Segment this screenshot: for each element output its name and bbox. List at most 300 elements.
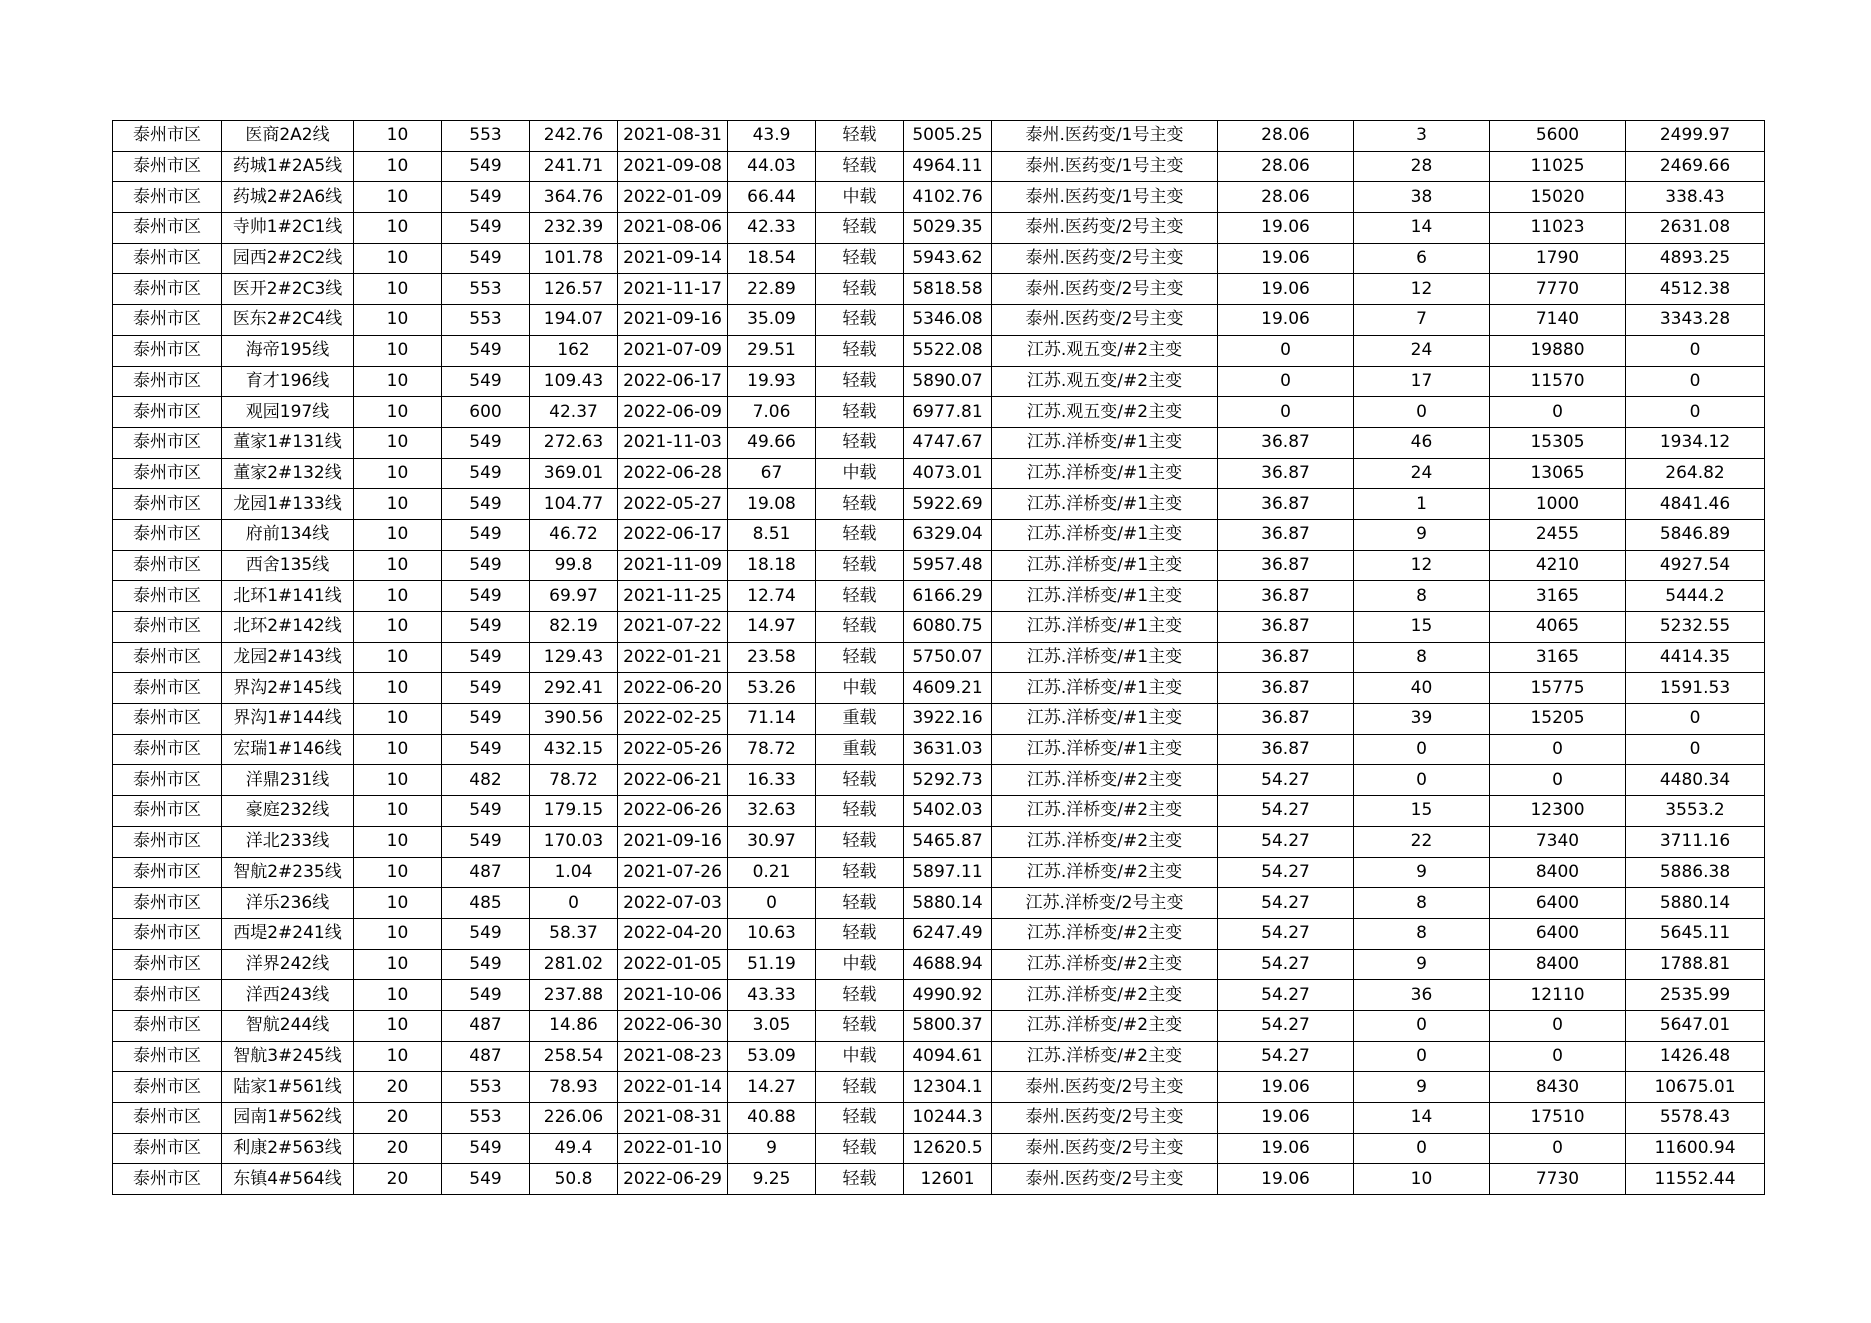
cell-max-current: 242.76 — [530, 121, 618, 152]
cell-max-date: 2021-11-25 — [618, 581, 728, 612]
cell-available-capacity: 6166.29 — [904, 581, 992, 612]
cell-district: 泰州市区 — [113, 734, 222, 765]
cell-voltage-level: 20 — [354, 1103, 442, 1134]
cell-line-name: 育才196线 — [222, 366, 354, 397]
cell-available-capacity: 12304.1 — [904, 1072, 992, 1103]
cell-load-status: 轻载 — [816, 1072, 904, 1103]
cell-planned-capacity: 7140 — [1490, 305, 1626, 336]
cell-rated-current: 549 — [442, 918, 530, 949]
cell-load-rate: 23.58 — [728, 642, 816, 673]
cell-max-date: 2022-07-03 — [618, 888, 728, 919]
cell-planned-capacity: 0 — [1490, 1133, 1626, 1164]
table-row — [113, 489, 1765, 520]
cell-max-date: 2021-09-08 — [618, 151, 728, 182]
cell-planned-capacity: 11023 — [1490, 213, 1626, 244]
cell-planned-users: 10 — [1354, 1164, 1490, 1195]
cell-max-current: 258.54 — [530, 1041, 618, 1072]
cell-voltage-level: 10 — [354, 397, 442, 428]
cell-available-capacity: 5897.11 — [904, 857, 992, 888]
cell-available-capacity: 4609.21 — [904, 673, 992, 704]
cell-max-current: 390.56 — [530, 704, 618, 735]
cell-load-status: 轻载 — [816, 1164, 904, 1195]
cell-substation-transformer: 江苏.洋桥变/#1主变 — [992, 673, 1218, 704]
cell-available-capacity: 5957.48 — [904, 550, 992, 581]
cell-substation-transformer: 泰州.医药变/2号主变 — [992, 1164, 1218, 1195]
cell-planned-capacity: 1000 — [1490, 489, 1626, 520]
cell-line-name: 观园197线 — [222, 397, 354, 428]
cell-transformer-load-rate: 36.87 — [1218, 704, 1354, 735]
cell-transformer-load-rate: 19.06 — [1218, 243, 1354, 274]
table-row — [113, 121, 1765, 152]
cell-line-name: 园西2#2C2线 — [222, 243, 354, 274]
cell-substation-transformer: 江苏.洋桥变/#2主变 — [992, 796, 1218, 827]
cell-max-current: 179.15 — [530, 796, 618, 827]
cell-substation-transformer: 江苏.洋桥变/#1主变 — [992, 550, 1218, 581]
cell-rated-current: 549 — [442, 458, 530, 489]
cell-line-name: 洋界242线 — [222, 949, 354, 980]
table-row — [113, 796, 1765, 827]
table-row — [113, 427, 1765, 458]
cell-load-rate: 32.63 — [728, 796, 816, 827]
cell-max-current: 364.76 — [530, 182, 618, 213]
cell-load-status: 轻载 — [816, 213, 904, 244]
cell-rated-current: 549 — [442, 581, 530, 612]
cell-planned-capacity: 0 — [1490, 397, 1626, 428]
cell-remaining-capacity: 5886.38 — [1626, 857, 1765, 888]
cell-max-current: 101.78 — [530, 243, 618, 274]
cell-substation-transformer: 泰州.医药变/2号主变 — [992, 1072, 1218, 1103]
cell-load-rate: 29.51 — [728, 335, 816, 366]
cell-load-status: 轻载 — [816, 612, 904, 643]
table-row — [113, 765, 1765, 796]
table-row — [113, 673, 1765, 704]
table-row — [113, 274, 1765, 305]
cell-rated-current: 600 — [442, 397, 530, 428]
cell-max-date: 2022-06-17 — [618, 366, 728, 397]
cell-remaining-capacity: 4893.25 — [1626, 243, 1765, 274]
cell-planned-users: 8 — [1354, 642, 1490, 673]
cell-max-date: 2022-04-20 — [618, 918, 728, 949]
cell-remaining-capacity: 1591.53 — [1626, 673, 1765, 704]
cell-planned-capacity: 1790 — [1490, 243, 1626, 274]
cell-load-rate: 44.03 — [728, 151, 816, 182]
cell-max-date: 2021-07-26 — [618, 857, 728, 888]
cell-line-name: 智航244线 — [222, 1010, 354, 1041]
cell-planned-capacity: 0 — [1490, 1010, 1626, 1041]
cell-voltage-level: 10 — [354, 857, 442, 888]
cell-max-date: 2021-08-31 — [618, 121, 728, 152]
cell-line-name: 海帝195线 — [222, 335, 354, 366]
table-row — [113, 366, 1765, 397]
cell-transformer-load-rate: 0 — [1218, 366, 1354, 397]
cell-transformer-load-rate: 19.06 — [1218, 305, 1354, 336]
cell-planned-capacity: 11025 — [1490, 151, 1626, 182]
cell-load-rate: 66.44 — [728, 182, 816, 213]
cell-planned-capacity: 6400 — [1490, 888, 1626, 919]
cell-transformer-load-rate: 36.87 — [1218, 612, 1354, 643]
cell-rated-current: 549 — [442, 1133, 530, 1164]
cell-load-status: 轻载 — [816, 918, 904, 949]
cell-planned-capacity: 13065 — [1490, 458, 1626, 489]
cell-transformer-load-rate: 36.87 — [1218, 458, 1354, 489]
table-row — [113, 980, 1765, 1011]
cell-planned-capacity: 8430 — [1490, 1072, 1626, 1103]
cell-load-rate: 12.74 — [728, 581, 816, 612]
cell-district: 泰州市区 — [113, 673, 222, 704]
cell-line-name: 医东2#2C4线 — [222, 305, 354, 336]
cell-district: 泰州市区 — [113, 980, 222, 1011]
cell-max-current: 369.01 — [530, 458, 618, 489]
cell-transformer-load-rate: 19.06 — [1218, 213, 1354, 244]
cell-planned-users: 0 — [1354, 765, 1490, 796]
cell-available-capacity: 5890.07 — [904, 366, 992, 397]
cell-available-capacity: 5818.58 — [904, 274, 992, 305]
cell-transformer-load-rate: 36.87 — [1218, 519, 1354, 550]
cell-rated-current: 553 — [442, 1103, 530, 1134]
cell-remaining-capacity: 11600.94 — [1626, 1133, 1765, 1164]
cell-max-date: 2022-05-27 — [618, 489, 728, 520]
table-row — [113, 305, 1765, 336]
table-row — [113, 243, 1765, 274]
cell-rated-current: 549 — [442, 734, 530, 765]
table-row — [113, 704, 1765, 735]
cell-substation-transformer: 江苏.洋桥变/#1主变 — [992, 458, 1218, 489]
cell-available-capacity: 4094.61 — [904, 1041, 992, 1072]
cell-district: 泰州市区 — [113, 642, 222, 673]
cell-district: 泰州市区 — [113, 519, 222, 550]
cell-planned-capacity: 8400 — [1490, 949, 1626, 980]
cell-substation-transformer: 江苏.洋桥变/#2主变 — [992, 980, 1218, 1011]
cell-remaining-capacity: 1934.12 — [1626, 427, 1765, 458]
cell-load-status: 轻载 — [816, 397, 904, 428]
cell-transformer-load-rate: 54.27 — [1218, 796, 1354, 827]
cell-load-rate: 53.26 — [728, 673, 816, 704]
cell-district: 泰州市区 — [113, 489, 222, 520]
cell-planned-capacity: 15775 — [1490, 673, 1626, 704]
cell-available-capacity: 6977.81 — [904, 397, 992, 428]
cell-max-date: 2021-11-03 — [618, 427, 728, 458]
cell-rated-current: 549 — [442, 427, 530, 458]
cell-max-date: 2021-09-16 — [618, 305, 728, 336]
cell-load-rate: 35.09 — [728, 305, 816, 336]
cell-rated-current: 549 — [442, 949, 530, 980]
cell-rated-current: 549 — [442, 612, 530, 643]
cell-planned-capacity: 17510 — [1490, 1103, 1626, 1134]
cell-remaining-capacity: 0 — [1626, 397, 1765, 428]
cell-available-capacity: 5750.07 — [904, 642, 992, 673]
cell-line-name: 智航3#245线 — [222, 1041, 354, 1072]
cell-load-rate: 22.89 — [728, 274, 816, 305]
cell-voltage-level: 10 — [354, 581, 442, 612]
table-row — [113, 1072, 1765, 1103]
cell-substation-transformer: 泰州.医药变/2号主变 — [992, 243, 1218, 274]
table-row — [113, 1133, 1765, 1164]
cell-planned-users: 0 — [1354, 1041, 1490, 1072]
table-row — [113, 1164, 1765, 1195]
cell-planned-capacity: 6400 — [1490, 918, 1626, 949]
cell-max-date: 2022-05-26 — [618, 734, 728, 765]
cell-voltage-level: 10 — [354, 704, 442, 735]
cell-planned-users: 7 — [1354, 305, 1490, 336]
cell-transformer-load-rate: 19.06 — [1218, 1133, 1354, 1164]
cell-line-name: 洋乐236线 — [222, 888, 354, 919]
cell-planned-users: 28 — [1354, 151, 1490, 182]
cell-voltage-level: 10 — [354, 335, 442, 366]
cell-substation-transformer: 江苏.洋桥变/#1主变 — [992, 519, 1218, 550]
cell-transformer-load-rate: 36.87 — [1218, 581, 1354, 612]
cell-planned-capacity: 12110 — [1490, 980, 1626, 1011]
cell-load-rate: 19.93 — [728, 366, 816, 397]
cell-district: 泰州市区 — [113, 704, 222, 735]
cell-max-date: 2021-08-23 — [618, 1041, 728, 1072]
cell-load-rate: 10.63 — [728, 918, 816, 949]
cell-voltage-level: 10 — [354, 427, 442, 458]
table-row — [113, 857, 1765, 888]
cell-planned-users: 0 — [1354, 734, 1490, 765]
cell-load-status: 轻载 — [816, 243, 904, 274]
cell-district: 泰州市区 — [113, 151, 222, 182]
cell-district: 泰州市区 — [113, 1164, 222, 1195]
cell-district: 泰州市区 — [113, 1072, 222, 1103]
cell-line-name: 西舍135线 — [222, 550, 354, 581]
cell-max-date: 2021-08-06 — [618, 213, 728, 244]
cell-rated-current: 549 — [442, 980, 530, 1011]
cell-substation-transformer: 泰州.医药变/1号主变 — [992, 121, 1218, 152]
cell-remaining-capacity: 0 — [1626, 335, 1765, 366]
cell-remaining-capacity: 1426.48 — [1626, 1041, 1765, 1072]
cell-line-name: 北环2#142线 — [222, 612, 354, 643]
cell-voltage-level: 10 — [354, 888, 442, 919]
cell-max-current: 0 — [530, 888, 618, 919]
cell-voltage-level: 10 — [354, 519, 442, 550]
cell-max-current: 232.39 — [530, 213, 618, 244]
cell-load-status: 轻载 — [816, 826, 904, 857]
cell-district: 泰州市区 — [113, 243, 222, 274]
cell-max-date: 2022-01-14 — [618, 1072, 728, 1103]
cell-load-rate: 14.27 — [728, 1072, 816, 1103]
cell-max-date: 2022-06-26 — [618, 796, 728, 827]
cell-voltage-level: 10 — [354, 121, 442, 152]
cell-available-capacity: 5800.37 — [904, 1010, 992, 1041]
cell-voltage-level: 10 — [354, 980, 442, 1011]
cell-load-status: 轻载 — [816, 366, 904, 397]
cell-district: 泰州市区 — [113, 121, 222, 152]
cell-load-status: 轻载 — [816, 550, 904, 581]
cell-planned-capacity: 7730 — [1490, 1164, 1626, 1195]
cell-load-status: 中载 — [816, 1041, 904, 1072]
cell-substation-transformer: 江苏.洋桥变/#2主变 — [992, 765, 1218, 796]
cell-remaining-capacity: 4480.34 — [1626, 765, 1765, 796]
cell-rated-current: 553 — [442, 305, 530, 336]
cell-load-status: 中载 — [816, 949, 904, 980]
cell-substation-transformer: 江苏.洋桥变/#1主变 — [992, 427, 1218, 458]
cell-voltage-level: 10 — [354, 213, 442, 244]
cell-substation-transformer: 江苏.洋桥变/#2主变 — [992, 826, 1218, 857]
cell-transformer-load-rate: 19.06 — [1218, 274, 1354, 305]
cell-remaining-capacity: 5578.43 — [1626, 1103, 1765, 1134]
cell-remaining-capacity: 5444.2 — [1626, 581, 1765, 612]
cell-max-date: 2022-06-29 — [618, 1164, 728, 1195]
cell-line-name: 陆家1#561线 — [222, 1072, 354, 1103]
cell-line-name: 东镇4#564线 — [222, 1164, 354, 1195]
cell-load-rate: 18.18 — [728, 550, 816, 581]
cell-remaining-capacity: 0 — [1626, 734, 1765, 765]
cell-planned-users: 22 — [1354, 826, 1490, 857]
cell-max-current: 78.93 — [530, 1072, 618, 1103]
cell-transformer-load-rate: 54.27 — [1218, 765, 1354, 796]
cell-load-rate: 43.9 — [728, 121, 816, 152]
cell-remaining-capacity: 0 — [1626, 366, 1765, 397]
cell-load-status: 重载 — [816, 704, 904, 735]
cell-load-status: 轻载 — [816, 642, 904, 673]
cell-max-current: 1.04 — [530, 857, 618, 888]
cell-rated-current: 549 — [442, 335, 530, 366]
cell-substation-transformer: 江苏.洋桥变/#2主变 — [992, 857, 1218, 888]
cell-max-current: 129.43 — [530, 642, 618, 673]
cell-line-name: 洋鼎231线 — [222, 765, 354, 796]
cell-rated-current: 549 — [442, 182, 530, 213]
cell-planned-capacity: 15305 — [1490, 427, 1626, 458]
cell-planned-users: 14 — [1354, 213, 1490, 244]
cell-district: 泰州市区 — [113, 949, 222, 980]
cell-rated-current: 549 — [442, 489, 530, 520]
cell-available-capacity: 5292.73 — [904, 765, 992, 796]
cell-load-status: 轻载 — [816, 765, 904, 796]
table-row — [113, 918, 1765, 949]
cell-remaining-capacity: 10675.01 — [1626, 1072, 1765, 1103]
cell-max-date: 2022-01-21 — [618, 642, 728, 673]
cell-planned-users: 17 — [1354, 366, 1490, 397]
cell-available-capacity: 3631.03 — [904, 734, 992, 765]
cell-transformer-load-rate: 36.87 — [1218, 550, 1354, 581]
table-row — [113, 550, 1765, 581]
cell-voltage-level: 20 — [354, 1164, 442, 1195]
cell-load-rate: 19.08 — [728, 489, 816, 520]
cell-planned-capacity: 5600 — [1490, 121, 1626, 152]
cell-available-capacity: 10244.3 — [904, 1103, 992, 1134]
cell-remaining-capacity: 2631.08 — [1626, 213, 1765, 244]
cell-remaining-capacity: 1788.81 — [1626, 949, 1765, 980]
table-body — [113, 121, 1765, 1195]
cell-available-capacity: 5029.35 — [904, 213, 992, 244]
cell-substation-transformer: 江苏.洋桥变/#1主变 — [992, 581, 1218, 612]
cell-load-status: 轻载 — [816, 1010, 904, 1041]
cell-available-capacity: 4688.94 — [904, 949, 992, 980]
cell-transformer-load-rate: 54.27 — [1218, 949, 1354, 980]
cell-substation-transformer: 泰州.医药变/2号主变 — [992, 274, 1218, 305]
cell-district: 泰州市区 — [113, 612, 222, 643]
cell-voltage-level: 10 — [354, 796, 442, 827]
cell-available-capacity: 5880.14 — [904, 888, 992, 919]
cell-substation-transformer: 江苏.洋桥变/#2主变 — [992, 918, 1218, 949]
cell-load-status: 轻载 — [816, 581, 904, 612]
cell-max-current: 292.41 — [530, 673, 618, 704]
cell-planned-users: 14 — [1354, 1103, 1490, 1134]
cell-district: 泰州市区 — [113, 1133, 222, 1164]
cell-rated-current: 553 — [442, 274, 530, 305]
cell-load-rate: 16.33 — [728, 765, 816, 796]
cell-district: 泰州市区 — [113, 335, 222, 366]
cell-rated-current: 549 — [442, 642, 530, 673]
cell-district: 泰州市区 — [113, 213, 222, 244]
cell-line-name: 龙园2#143线 — [222, 642, 354, 673]
cell-available-capacity: 12620.5 — [904, 1133, 992, 1164]
cell-available-capacity: 4964.11 — [904, 151, 992, 182]
cell-max-current: 432.15 — [530, 734, 618, 765]
cell-line-name: 董家1#131线 — [222, 427, 354, 458]
cell-max-current: 170.03 — [530, 826, 618, 857]
cell-voltage-level: 10 — [354, 734, 442, 765]
cell-max-current: 50.8 — [530, 1164, 618, 1195]
cell-planned-capacity: 2455 — [1490, 519, 1626, 550]
cell-max-current: 49.4 — [530, 1133, 618, 1164]
cell-max-date: 2021-09-14 — [618, 243, 728, 274]
cell-rated-current: 549 — [442, 519, 530, 550]
cell-remaining-capacity: 3553.2 — [1626, 796, 1765, 827]
cell-load-status: 轻载 — [816, 274, 904, 305]
cell-planned-users: 12 — [1354, 274, 1490, 305]
cell-available-capacity: 4747.67 — [904, 427, 992, 458]
cell-remaining-capacity: 5880.14 — [1626, 888, 1765, 919]
cell-line-name: 药城2#2A6线 — [222, 182, 354, 213]
cell-rated-current: 487 — [442, 1010, 530, 1041]
cell-max-date: 2021-07-09 — [618, 335, 728, 366]
cell-load-rate: 78.72 — [728, 734, 816, 765]
cell-district: 泰州市区 — [113, 458, 222, 489]
cell-line-name: 豪庭232线 — [222, 796, 354, 827]
cell-remaining-capacity: 3343.28 — [1626, 305, 1765, 336]
cell-line-name: 智航2#235线 — [222, 857, 354, 888]
cell-load-rate: 43.33 — [728, 980, 816, 1011]
cell-load-rate: 0.21 — [728, 857, 816, 888]
cell-line-name: 界沟2#145线 — [222, 673, 354, 704]
cell-transformer-load-rate: 54.27 — [1218, 918, 1354, 949]
cell-transformer-load-rate: 36.87 — [1218, 673, 1354, 704]
cell-substation-transformer: 江苏.观五变/#2主变 — [992, 335, 1218, 366]
cell-available-capacity: 6080.75 — [904, 612, 992, 643]
cell-substation-transformer: 泰州.医药变/1号主变 — [992, 151, 1218, 182]
cell-max-current: 109.43 — [530, 366, 618, 397]
cell-load-rate: 9 — [728, 1133, 816, 1164]
cell-voltage-level: 10 — [354, 305, 442, 336]
table-row — [113, 1041, 1765, 1072]
cell-transformer-load-rate: 19.06 — [1218, 1164, 1354, 1195]
cell-planned-capacity: 3165 — [1490, 581, 1626, 612]
cell-max-current: 162 — [530, 335, 618, 366]
cell-voltage-level: 10 — [354, 765, 442, 796]
cell-max-current: 78.72 — [530, 765, 618, 796]
cell-load-status: 中载 — [816, 458, 904, 489]
cell-district: 泰州市区 — [113, 765, 222, 796]
cell-district: 泰州市区 — [113, 397, 222, 428]
cell-planned-users: 0 — [1354, 1133, 1490, 1164]
cell-voltage-level: 20 — [354, 1072, 442, 1103]
cell-planned-capacity: 15020 — [1490, 182, 1626, 213]
cell-planned-capacity: 3165 — [1490, 642, 1626, 673]
cell-remaining-capacity: 4841.46 — [1626, 489, 1765, 520]
cell-available-capacity: 5522.08 — [904, 335, 992, 366]
cell-transformer-load-rate: 36.87 — [1218, 489, 1354, 520]
cell-voltage-level: 10 — [354, 489, 442, 520]
cell-district: 泰州市区 — [113, 581, 222, 612]
cell-max-date: 2021-07-22 — [618, 612, 728, 643]
cell-line-name: 北环1#141线 — [222, 581, 354, 612]
cell-district: 泰州市区 — [113, 305, 222, 336]
cell-voltage-level: 10 — [354, 243, 442, 274]
cell-available-capacity: 3922.16 — [904, 704, 992, 735]
cell-rated-current: 549 — [442, 213, 530, 244]
feeder-load-table — [112, 120, 1765, 1195]
